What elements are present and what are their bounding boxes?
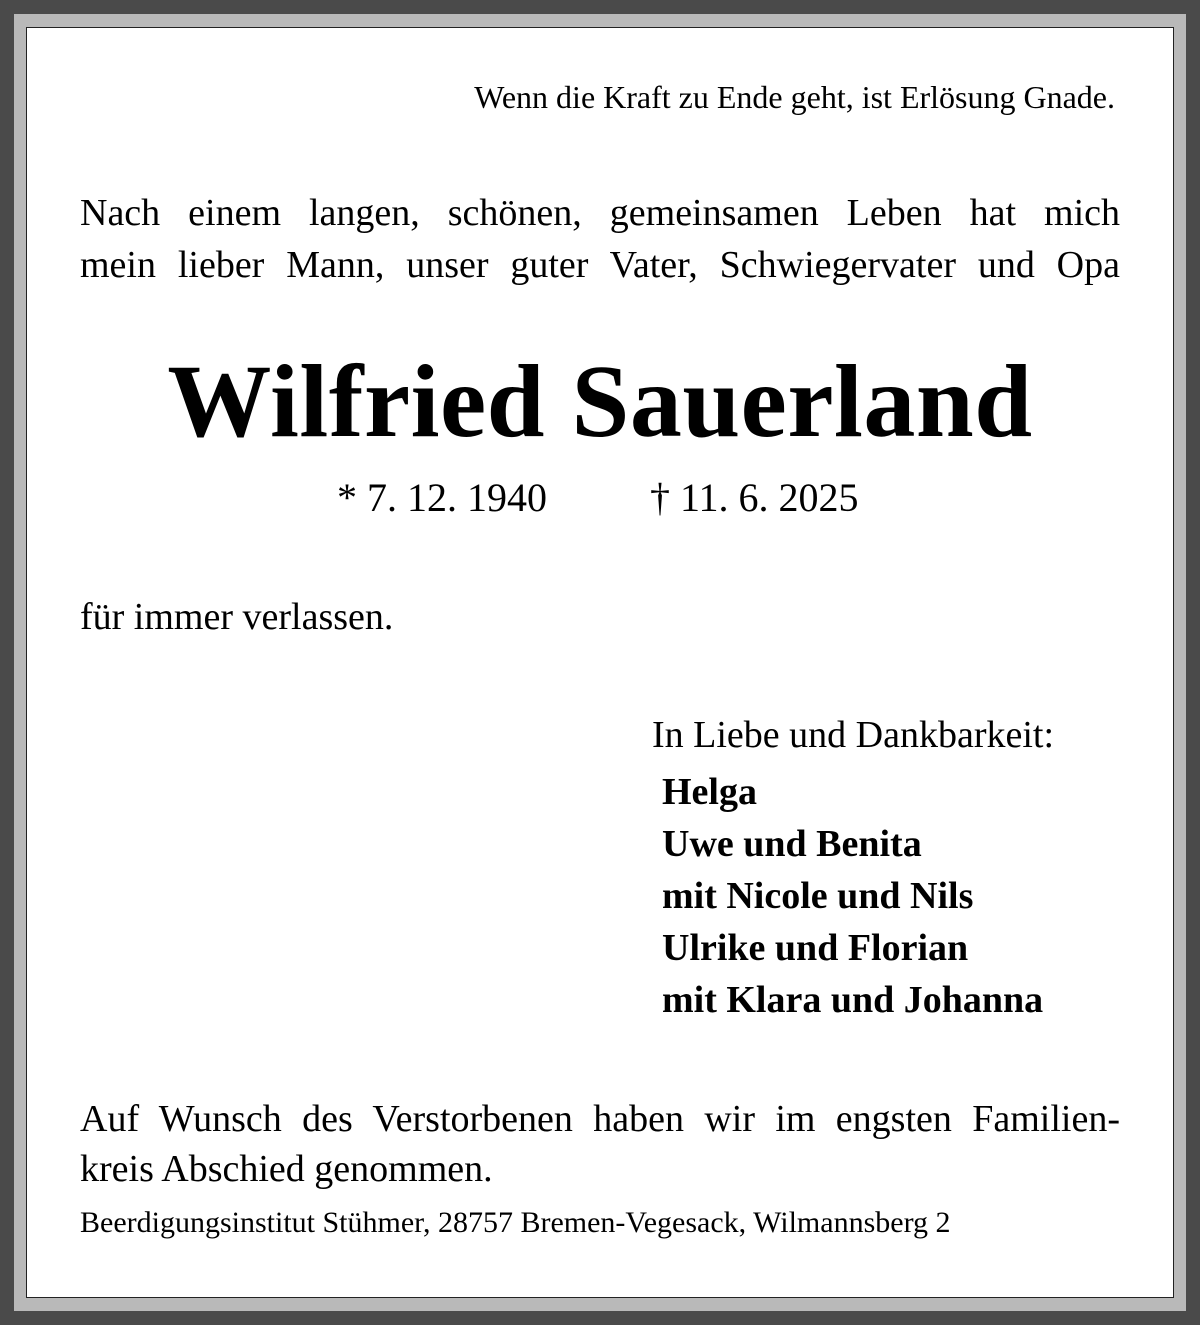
death-date: † 11. 6. 2025: [650, 475, 859, 520]
closing-text: [80, 1094, 1120, 1194]
family-member: Ulrike und Florian: [662, 927, 969, 969]
birth-date: * 7. 12. 1940: [337, 475, 547, 520]
intro-line-2: mein lieber Mann, unser guter Vater, Schwiegervater und Opa: [80, 244, 1120, 286]
family-member: Helga: [662, 771, 757, 813]
motto: Wenn die Kraft zu Ende geht, ist Erlösung Gnade.: [474, 79, 1115, 115]
closing-line-2: kreis Abschied genommen.: [80, 1148, 493, 1190]
family-member: mit Nicole und Nils: [662, 875, 974, 917]
undertaker-line: Beerdigungsinstitut Stühmer, 28757 Bremen-Vegesack, Wilmannsberg 2: [80, 1206, 951, 1239]
left-us-text: für immer verlassen.: [80, 596, 394, 638]
intro-text: [80, 187, 1120, 291]
deceased-name: Wilfried Sauerland: [167, 344, 1033, 459]
family-member: mit Klara und Johanna: [662, 979, 1044, 1021]
intro-line-1: Nach einem langen, schönen, gemeinsamen Leben hat mich: [80, 192, 1120, 234]
thanks-heading: In Liebe und Dankbarkeit:: [652, 714, 1055, 756]
closing-line-1: Auf Wunsch des Verstorbenen haben wir im engsten Familien-: [80, 1098, 1120, 1140]
family-list: [662, 766, 1043, 1026]
family-member: Uwe und Benita: [662, 823, 922, 865]
